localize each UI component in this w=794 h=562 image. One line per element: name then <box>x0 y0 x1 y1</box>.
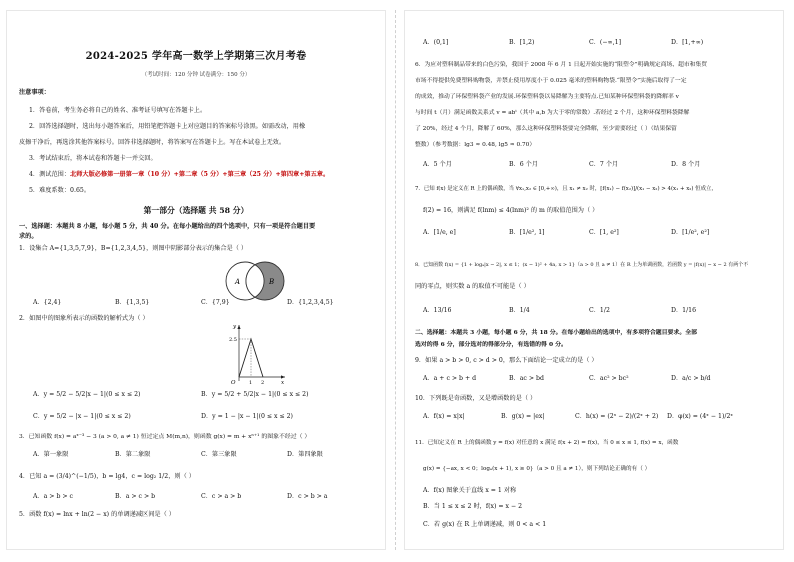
q8-option-a: A．13/16 <box>423 307 452 314</box>
q1-option-c: C．{7,9} <box>201 299 230 306</box>
q5-option-a: A．(0,1] <box>423 39 449 46</box>
q5-option-c: C．(−∞,1] <box>589 39 621 46</box>
part-2-intro: 二、选择题：本题共 3 小题，每小题 6 分，共 18 分。在每小题给出的选项中，有多项符合题目要求。全部 <box>415 329 697 336</box>
q1-option-a: A．{2,4} <box>33 299 62 306</box>
section-1-heading: 第一部分（选择题 共 58 分） <box>143 206 249 215</box>
test-scope: 北师大版必修第一册第一章（10 分）+第二章（5 分）+第三章（25 分）+第四章+第五章。 <box>70 171 330 178</box>
q4-option-d: D．c > b > a <box>287 493 328 500</box>
notice-4-label: 4．测试范围： <box>29 171 71 178</box>
question-8: 8．已知函数 f(x) = {1 + logₐ|x − 2|, x ≤ 1；(x − 1)² + 4a, x > 1}（a > 0 且 a ≠ 1）在 R 上为单调函数，若函数 y = |f(x)| − x − 2 有两个不 <box>415 262 749 268</box>
question-6-line-2: 市场不得提供免费塑料购物袋，并禁止使用厚度小于 0.025 毫米的塑料购物袋.“限塑令”实施后取得了一定 <box>415 78 687 84</box>
question-11-cont: g(x) = {−ax, x < 0；logₐ(x + 1), x ≥ 0}（a > 0 且 a ≠ 1），则下列结论正确的有（ ） <box>423 466 651 472</box>
question-7-cont: f(2) = 16，则满足 f(lnm) ≤ 4(lnm)² 的 m 的取值范围为（ ） <box>423 207 599 214</box>
q11-option-b: B．当 1 ≤ x ≤ 2 时，f(x) = x − 2 <box>423 503 523 510</box>
q2-option-a: A．y = 5/2 − 5/2|x − 1|(0 ≤ x ≤ 2) <box>33 391 141 398</box>
question-1: 1．设集合 A={1,3,5,7,9}，B={1,2,3,4,5}，则图中阴影部分表示的集合是（ ） <box>19 245 248 252</box>
question-6-line-3: 的成效，推动了环保塑料袋产业的发展.环保塑料袋以易降解为主要特点.已知某种环保塑料袋的降解率 v <box>415 94 679 100</box>
q7-option-c: C．[1, e²] <box>589 229 619 236</box>
q2-option-c: C．y = 5/2 − |x − 1|(0 ≤ x ≤ 2) <box>33 413 131 420</box>
exam-page-right <box>404 10 784 550</box>
q5-option-d: D．[1,+∞) <box>671 39 704 46</box>
page-fold <box>395 10 397 550</box>
q6-option-a: A．5 个月 <box>423 161 452 168</box>
part-2-intro-cont: 选对的得 6 分，部分选对的得部分分，有选错的得 0 分。 <box>415 341 567 348</box>
q3-option-c: C．第三象限 <box>201 451 237 458</box>
exam-subtitle: （考试时间：120 分钟 试卷满分：150 分） <box>141 72 251 78</box>
q6-option-c: C．7 个月 <box>589 161 619 168</box>
q4-option-b: B．a > c > b <box>115 493 156 500</box>
graph-y-label: y <box>233 324 237 330</box>
question-6: 6．为应对塑料制品带来的白色污染，我国于 2008 年 6 月 1 日起开始实施的“限塑令”明确规定商场、超市和集贸 <box>415 62 708 68</box>
graph-origin: O <box>231 380 236 386</box>
q7-option-b: B．[1/e², 1] <box>509 229 545 236</box>
question-8-cont: 同的零点，则实数 a 的取值不可能是（ ） <box>415 283 530 290</box>
question-9: 9．如果 a > b > 0, c > d > 0，那么下面结论一定成立的是（ ） <box>415 357 598 364</box>
q7-option-d: D．[1/e², e²] <box>671 229 710 236</box>
question-2: 2．如图中的图象所表示的函数的解析式为（ ） <box>19 315 149 322</box>
q8-option-c: C．1/2 <box>589 307 610 314</box>
graph-y-tick: 2.5 <box>229 337 237 343</box>
q10-option-b: B．g(x) = |ex| <box>501 413 545 420</box>
question-10: 10．下列既是奇函数，又是增函数的是（ ） <box>415 395 537 402</box>
q6-option-d: D．8 个月 <box>671 161 701 168</box>
part-1-intro: 一、选择题：本题共 8 小题，每小题 5 分，共 40 分。在每小题给出的四个选项中，只有一项是符合题目要 <box>19 223 316 230</box>
q5-option-b: B．[1,2) <box>509 39 535 46</box>
q2-option-d: D．y = 1 − |x − 1|(0 ≤ x ≤ 2) <box>201 413 293 420</box>
q11-option-a: A．f(x) 图象关于直线 x = 1 对称 <box>423 487 517 494</box>
notice-4 <box>29 171 329 179</box>
q10-option-d: D．φ(x) = (4ˣ − 1)/2ˣ <box>667 413 734 420</box>
q10-option-c: C．h(x) = (2ˣ − 2)/(2ˣ + 2) <box>575 413 659 420</box>
question-3: 3．已知函数 f(x) = aˣ⁻³ − 3 (a > 0, a ≠ 1) 恒过定点 M(m,n)，则函数 g(x) = m + xⁿ⁺¹ 的图象不经过（ ） <box>19 434 311 440</box>
notice-2-cont: 皮擦干净后，再选涂其他答案标号。回答非选择题时，将答案写在答题卡上。写在本试卷上无效。 <box>19 139 286 146</box>
notice-2: 2．回答选择题时，选出每小题答案后，用铅笔把答题卡上对应题目的答案标号涂黑。如需改动，用橡 <box>29 123 306 130</box>
venn-label-a: A <box>235 278 241 286</box>
q1-option-b: B．{1,3,5} <box>115 299 150 306</box>
q9-option-c: C．ac² > bc² <box>589 375 629 382</box>
q4-option-a: A．a > b > c <box>33 493 74 500</box>
part-1-intro-cont: 求的。 <box>19 233 38 240</box>
question-11: 11．已知定义在 R 上的偶函数 y = f(x) 对任意的 x 满足 f(x + 2) = f(x)，当 0 ≤ x ≤ 1, f(x) = x，函数 <box>415 440 679 446</box>
graph-x-label: x <box>281 380 285 386</box>
q10-option-a: A．f(x) = x|x| <box>423 413 465 420</box>
question-4: 4．已知 a = (3/4)^(−1/5)，b = lg4，c = log₂ 1/2，则（ ） <box>19 473 195 480</box>
q9-option-d: D．a/c > b/d <box>671 375 711 382</box>
q9-option-b: B．ac > bd <box>509 375 544 382</box>
graph-x-tick-1: 1 <box>249 380 253 386</box>
question-5: 5．函数 f(x) = lnx + ln(2 − x) 的单调递减区间是（ ） <box>19 511 175 518</box>
question-7: 7．已知 f(x) 是定义在 R 上的偶函数，当 ∀x₁,x₂ ∈ [0,+∞)，且 x₁ ≠ x₂ 时，[f(x₁) − f(x₂)]/(x₁ − x₂) > 4(x₁ + x₂) 恒成立， <box>415 186 717 192</box>
q3-option-a: A．第一象限 <box>33 451 69 458</box>
q1-option-d: D．{1,2,3,4,5} <box>287 299 334 306</box>
exam-page-left <box>6 10 386 550</box>
notice-title: 注意事项： <box>19 89 50 96</box>
q6-option-b: B．6 个月 <box>509 161 539 168</box>
q7-option-a: A．[1/e, e] <box>423 229 456 236</box>
question-6-line-5: 了 20%，经过 4 个月，降解了 60%，那么这种环保塑料袋要完全降解，至少需要经过（ ）（结果保留 <box>415 126 677 132</box>
q8-option-d: D．1/16 <box>671 307 697 314</box>
q2-option-b: B．y = 5/2 + 5/2|x − 1|(0 ≤ x ≤ 2) <box>201 391 309 398</box>
venn-label-b: B <box>269 278 275 286</box>
notice-1: 1．答卷前，考生务必将自己的姓名、准考证号填写在答题卡上。 <box>29 107 207 114</box>
question-6-line-4: 与时间 t（月）满足函数关系式 v = abᵗ（其中 a,b 为大于零的常数）.若经过 2 个月，这种环保塑料袋降解 <box>415 110 690 116</box>
q8-option-b: B．1/4 <box>509 307 530 314</box>
notice-5: 5．难度系数：0.65。 <box>29 187 91 194</box>
function-graph <box>229 321 289 387</box>
exam-title: 2024-2025 学年高一数学上学期第三次月考卷 <box>85 51 307 62</box>
q9-option-a: A．a + c > b + d <box>423 375 477 382</box>
q3-option-b: B．第二象限 <box>115 451 151 458</box>
graph-x-tick-2: 2 <box>261 380 265 386</box>
question-6-line-6: 整数）（参考数据：lg3 ≈ 0.48, lg5 ≈ 0.70） <box>415 142 536 148</box>
q4-option-c: C．c > a > b <box>201 493 242 500</box>
notice-3: 3．考试结束后，将本试卷和答题卡一并交回。 <box>29 155 157 162</box>
q3-option-d: D．第四象限 <box>287 451 323 458</box>
q11-option-c: C．若 g(x) 在 R 上单调递减，则 0 < a < 1 <box>423 521 547 528</box>
